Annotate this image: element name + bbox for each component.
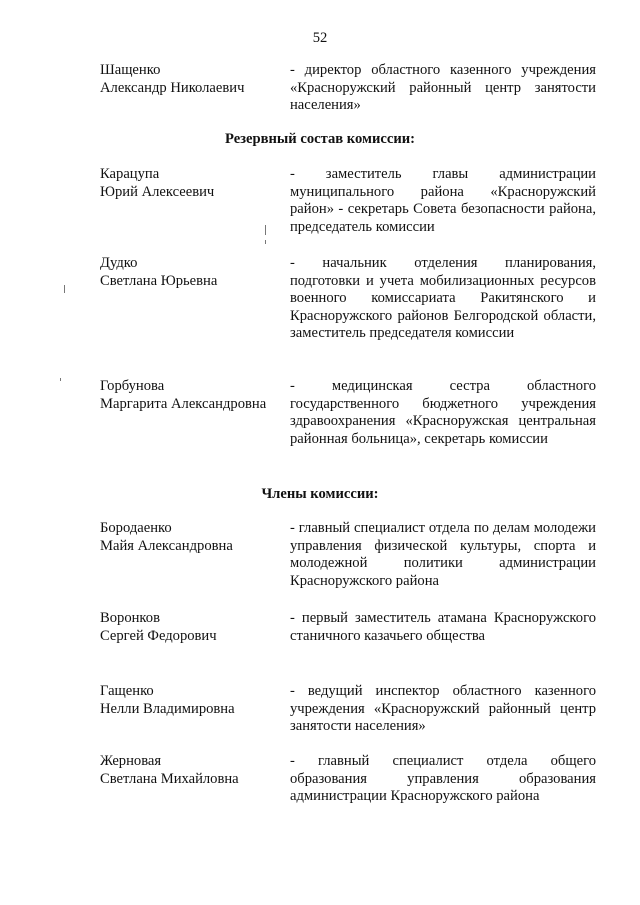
member-given-name: Юрий Алексеевич bbox=[100, 183, 215, 200]
member-name bbox=[100, 610, 290, 645]
member-name bbox=[100, 753, 290, 788]
member-given-name: Александр Николаевич bbox=[100, 79, 245, 96]
member-name bbox=[100, 255, 290, 290]
section-title-reserve: Резервный состав комиссии: bbox=[224, 131, 416, 147]
member-name bbox=[100, 166, 290, 201]
member-role: - начальник отделения планирования, подготовки и учета мобилизационных ресурсов военного комиссариата Ракитянского и Красноружского районов Белгородской области, заместитель председателя комиссии bbox=[290, 255, 596, 342]
member-name bbox=[100, 520, 290, 555]
member-surname: Воронков bbox=[100, 610, 160, 626]
member-surname: Дудко bbox=[100, 255, 138, 271]
member-role: - главный специалист отдела общего образования управления образования администрации Красноружского района bbox=[290, 753, 596, 805]
section-title-members: Члены комиссии: bbox=[261, 486, 379, 502]
member-role: - ведущий инспектор областного казенного учреждения «Красноружский районный центр занятости населения» bbox=[290, 683, 596, 735]
member-given-name: Нелли Владимировна bbox=[100, 700, 235, 717]
scan-artifact bbox=[265, 225, 266, 235]
member-given-name: Майя Александровна bbox=[100, 537, 233, 554]
member-surname: Жерновая bbox=[100, 753, 162, 769]
member-name bbox=[100, 683, 290, 718]
member-surname: Горбунова bbox=[100, 378, 165, 394]
member-given-name: Светлана Юрьевна bbox=[100, 272, 218, 289]
member-role: - первый заместитель атамана Красноружского станичного казачьего общества bbox=[290, 610, 596, 644]
member-role: - заместитель главы администрации муниципального района «Красноружский район» - секретарь Совета безопасности района, председатель комиссии bbox=[290, 166, 596, 235]
member-surname: Бородаенко bbox=[100, 520, 172, 536]
member-given-name: Светлана Михайловна bbox=[100, 770, 239, 787]
member-name bbox=[100, 378, 290, 413]
member-role: - директор областного казенного учреждения «Красноружский районный центр занятости населения» bbox=[290, 62, 596, 114]
scan-artifact bbox=[64, 285, 65, 293]
member-surname: Гащенко bbox=[100, 683, 154, 699]
member-surname: Карацупа bbox=[100, 166, 160, 182]
page-number: 52 bbox=[312, 30, 328, 46]
scan-artifact bbox=[60, 378, 61, 381]
member-given-name: Маргарита Александровна bbox=[100, 395, 267, 412]
member-role: - главный специалист отдела по делам молодежи управления физической культуры, спорта и молодежной политики администрации Красноружского района bbox=[290, 520, 596, 589]
member-given-name: Сергей Федорович bbox=[100, 627, 217, 644]
member-role: - медицинская сестра областного государственного бюджетного учреждения здравоохранения «Красноружская центральная районная больница», секретарь комиссии bbox=[290, 378, 596, 447]
scan-artifact bbox=[265, 240, 266, 244]
member-name bbox=[100, 62, 290, 97]
member-surname: Шащенко bbox=[100, 62, 161, 78]
